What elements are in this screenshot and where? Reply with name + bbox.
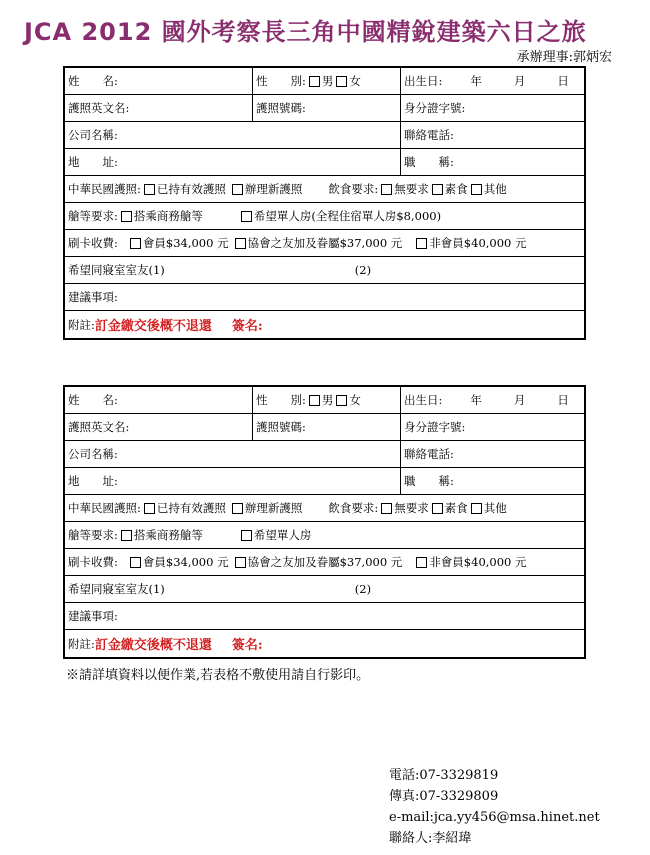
gender-label: 性 別: bbox=[256, 74, 306, 88]
phone-label: 聯絡電話: bbox=[404, 447, 454, 461]
registration-form-1 bbox=[63, 66, 586, 340]
address-field[interactable] bbox=[65, 468, 400, 494]
roommate-label: 希望同寢室室友(1) bbox=[68, 263, 165, 277]
birth-field[interactable] bbox=[400, 68, 584, 94]
name-field[interactable] bbox=[65, 387, 252, 413]
cabin-business-checkbox[interactable] bbox=[121, 211, 132, 222]
new-passport-checkbox[interactable] bbox=[232, 184, 243, 195]
roommate-cell[interactable] bbox=[65, 257, 584, 283]
female-checkbox[interactable] bbox=[336, 76, 347, 87]
phone-field[interactable] bbox=[400, 441, 584, 467]
diet-other-checkbox[interactable] bbox=[471, 503, 482, 514]
name-label: 姓 名: bbox=[68, 393, 118, 407]
passport-no-field[interactable] bbox=[252, 414, 400, 440]
sign-label[interactable]: 簽名: bbox=[231, 319, 263, 334]
phone-field[interactable] bbox=[400, 122, 584, 148]
contact-info bbox=[389, 765, 600, 849]
roommate-2-label: (2) bbox=[354, 263, 372, 277]
cabin-label: 艙等要求: bbox=[68, 528, 118, 542]
company-field[interactable] bbox=[65, 122, 400, 148]
company-field[interactable] bbox=[65, 441, 400, 467]
payment-cell bbox=[65, 549, 584, 575]
job-title-field[interactable] bbox=[400, 468, 584, 494]
passport-diet-row bbox=[65, 495, 584, 522]
company-row bbox=[65, 122, 584, 149]
male-label: 男 bbox=[321, 74, 334, 88]
cabin-row bbox=[65, 203, 584, 230]
year-label: 年 bbox=[470, 393, 482, 407]
suggest-label: 建議事項: bbox=[68, 609, 118, 623]
contact-fax: 傳真:07-3329809 bbox=[389, 789, 499, 804]
roommate-row bbox=[65, 576, 584, 603]
diet-label: 飲食要求: bbox=[328, 182, 379, 196]
diet-veg-label: 素食 bbox=[444, 182, 468, 196]
remark-cell bbox=[65, 630, 584, 657]
suggest-cell[interactable] bbox=[65, 284, 584, 310]
passport-en-label: 護照英文名: bbox=[68, 101, 130, 115]
gender-field bbox=[252, 68, 400, 94]
suggest-row bbox=[65, 284, 584, 311]
cabin-label: 艙等要求: bbox=[68, 209, 118, 223]
address-row bbox=[65, 468, 584, 495]
diet-other-label: 其他 bbox=[483, 182, 507, 196]
diet-none-checkbox[interactable] bbox=[381, 184, 392, 195]
passport-diet-cell bbox=[65, 495, 584, 521]
suggest-label: 建議事項: bbox=[68, 290, 118, 304]
job-title-field[interactable] bbox=[400, 149, 584, 175]
roommate-row bbox=[65, 257, 584, 284]
new-passport-checkbox[interactable] bbox=[232, 503, 243, 514]
cabin-business-checkbox[interactable] bbox=[121, 530, 132, 541]
passport-no-label: 護照號碼: bbox=[256, 101, 306, 115]
cabin-business-label: 搭乘商務艙等 bbox=[133, 209, 203, 223]
month-label: 月 bbox=[513, 393, 526, 407]
female-checkbox[interactable] bbox=[336, 395, 347, 406]
has-passport-checkbox[interactable] bbox=[144, 184, 155, 195]
diet-other-label: 其他 bbox=[483, 501, 507, 515]
male-checkbox[interactable] bbox=[309, 76, 320, 87]
roommate-2-label: (2) bbox=[354, 582, 372, 596]
passport-row bbox=[65, 95, 584, 122]
remark-row bbox=[65, 311, 584, 338]
pay-nonmember-label: 非會員$40,000 元 bbox=[429, 236, 527, 250]
address-field[interactable] bbox=[65, 149, 400, 175]
suggest-row bbox=[65, 603, 584, 630]
remark-cell bbox=[65, 311, 584, 338]
diet-veg-checkbox[interactable] bbox=[432, 184, 443, 195]
birth-field[interactable] bbox=[400, 387, 584, 413]
roc-passport-label: 中華民國護照: bbox=[68, 501, 141, 515]
sign-label[interactable]: 簽名: bbox=[231, 638, 263, 653]
id-field[interactable] bbox=[400, 95, 584, 121]
payment-cell bbox=[65, 230, 584, 256]
birth-label: 出生日: bbox=[404, 74, 443, 88]
page-title: JCA 2012 國外考察長三角中國精銳建築六日之旅 bbox=[24, 18, 587, 46]
diet-label: 飲食要求: bbox=[328, 501, 379, 515]
address-label: 地 址: bbox=[68, 474, 118, 488]
gender-field bbox=[252, 387, 400, 413]
roommate-label: 希望同寢室室友(1) bbox=[68, 582, 165, 596]
has-passport-label: 已持有效護照 bbox=[156, 182, 226, 196]
suggest-cell[interactable] bbox=[65, 603, 584, 629]
passport-en-field[interactable] bbox=[65, 95, 252, 121]
year-label: 年 bbox=[470, 74, 482, 88]
registration-form-2 bbox=[63, 385, 586, 659]
contact-email[interactable]: e-mail:jca.yy456@msa.hinet.net bbox=[389, 810, 600, 825]
single-room-checkbox[interactable] bbox=[241, 211, 252, 222]
organizer-label: 承辦理事:郭炳宏 bbox=[516, 50, 612, 65]
cabin-business-label: 搭乘商務艙等 bbox=[133, 528, 203, 542]
remark-row bbox=[65, 630, 584, 657]
pay-friend-checkbox[interactable] bbox=[235, 238, 246, 249]
single-room-checkbox[interactable] bbox=[241, 530, 252, 541]
address-label: 地 址: bbox=[68, 155, 118, 169]
pay-friend-checkbox[interactable] bbox=[235, 557, 246, 568]
new-passport-label: 辦理新護照 bbox=[244, 501, 303, 515]
phone-label: 聯絡電話: bbox=[404, 128, 454, 142]
payment-row bbox=[65, 549, 584, 576]
company-label: 公司名稱: bbox=[68, 447, 118, 461]
female-label: 女 bbox=[349, 393, 361, 407]
month-label: 月 bbox=[513, 74, 526, 88]
diet-none-label: 無要求 bbox=[394, 501, 429, 515]
remark-text: 訂金繳交後概不退還 bbox=[94, 638, 212, 653]
passport-diet-cell bbox=[65, 176, 584, 202]
name-field[interactable] bbox=[65, 68, 252, 94]
passport-no-label: 護照號碼: bbox=[256, 420, 306, 434]
pay-nonmember-checkbox[interactable] bbox=[416, 557, 427, 568]
passport-en-label: 護照英文名: bbox=[68, 420, 130, 434]
company-row bbox=[65, 441, 584, 468]
pay-nonmember-label: 非會員$40,000 元 bbox=[429, 555, 527, 569]
female-label: 女 bbox=[349, 74, 361, 88]
address-row bbox=[65, 149, 584, 176]
pay-friend-label: 協會之友加及眷屬$37,000 元 bbox=[247, 236, 403, 250]
remark-label: 附註: bbox=[68, 317, 95, 332]
male-label: 男 bbox=[321, 393, 334, 407]
has-passport-checkbox[interactable] bbox=[144, 503, 155, 514]
pay-member-label: 會員$34,000 元 bbox=[142, 555, 229, 569]
payment-label: 刷卡收費: bbox=[68, 555, 118, 569]
footer-note: ※請詳填資料以便作業,若表格不敷使用請自行影印。 bbox=[66, 668, 370, 683]
roommate-cell[interactable] bbox=[65, 576, 584, 602]
diet-veg-checkbox[interactable] bbox=[432, 503, 443, 514]
passport-no-field[interactable] bbox=[252, 95, 400, 121]
cabin-cell bbox=[65, 203, 584, 229]
new-passport-label: 辦理新護照 bbox=[244, 182, 303, 196]
payment-row bbox=[65, 230, 584, 257]
job-title-label: 職 稱: bbox=[404, 155, 454, 169]
remark-text: 訂金繳交後概不退還 bbox=[94, 319, 212, 334]
roc-passport-label: 中華民國護照: bbox=[68, 182, 141, 196]
has-passport-label: 已持有效護照 bbox=[156, 501, 226, 515]
diet-veg-label: 素食 bbox=[444, 501, 468, 515]
pay-member-checkbox[interactable] bbox=[130, 238, 141, 249]
diet-none-label: 無要求 bbox=[394, 182, 429, 196]
cabin-cell bbox=[65, 522, 584, 548]
male-checkbox[interactable] bbox=[309, 395, 320, 406]
diet-none-checkbox[interactable] bbox=[381, 503, 392, 514]
single-room-label: 希望單人房(全程住宿單人房$8,000) bbox=[253, 209, 442, 223]
diet-other-checkbox[interactable] bbox=[471, 184, 482, 195]
remark-label: 附註: bbox=[68, 636, 95, 651]
contact-person: 聯絡人:李紹瑋 bbox=[389, 831, 472, 846]
name-label: 姓 名: bbox=[68, 74, 118, 88]
single-room-label: 希望單人房 bbox=[253, 528, 312, 542]
gender-label: 性 別: bbox=[256, 393, 306, 407]
cabin-row bbox=[65, 522, 584, 549]
pay-nonmember-checkbox[interactable] bbox=[416, 238, 427, 249]
passport-row bbox=[65, 414, 584, 441]
id-field[interactable] bbox=[400, 414, 584, 440]
passport-en-field[interactable] bbox=[65, 414, 252, 440]
id-label: 身分證字號: bbox=[404, 101, 466, 115]
day-label: 日 bbox=[557, 393, 569, 407]
name-row bbox=[65, 387, 584, 414]
passport-diet-row bbox=[65, 176, 584, 203]
company-label: 公司名稱: bbox=[68, 128, 118, 142]
id-label: 身分證字號: bbox=[404, 420, 466, 434]
pay-member-label: 會員$34,000 元 bbox=[142, 236, 229, 250]
payment-label: 刷卡收費: bbox=[68, 236, 118, 250]
name-row bbox=[65, 68, 584, 95]
contact-tel: 電話:07-3329819 bbox=[389, 768, 499, 783]
pay-member-checkbox[interactable] bbox=[130, 557, 141, 568]
pay-friend-label: 協會之友加及眷屬$37,000 元 bbox=[247, 555, 403, 569]
job-title-label: 職 稱: bbox=[404, 474, 454, 488]
day-label: 日 bbox=[557, 74, 569, 88]
birth-label: 出生日: bbox=[404, 393, 443, 407]
